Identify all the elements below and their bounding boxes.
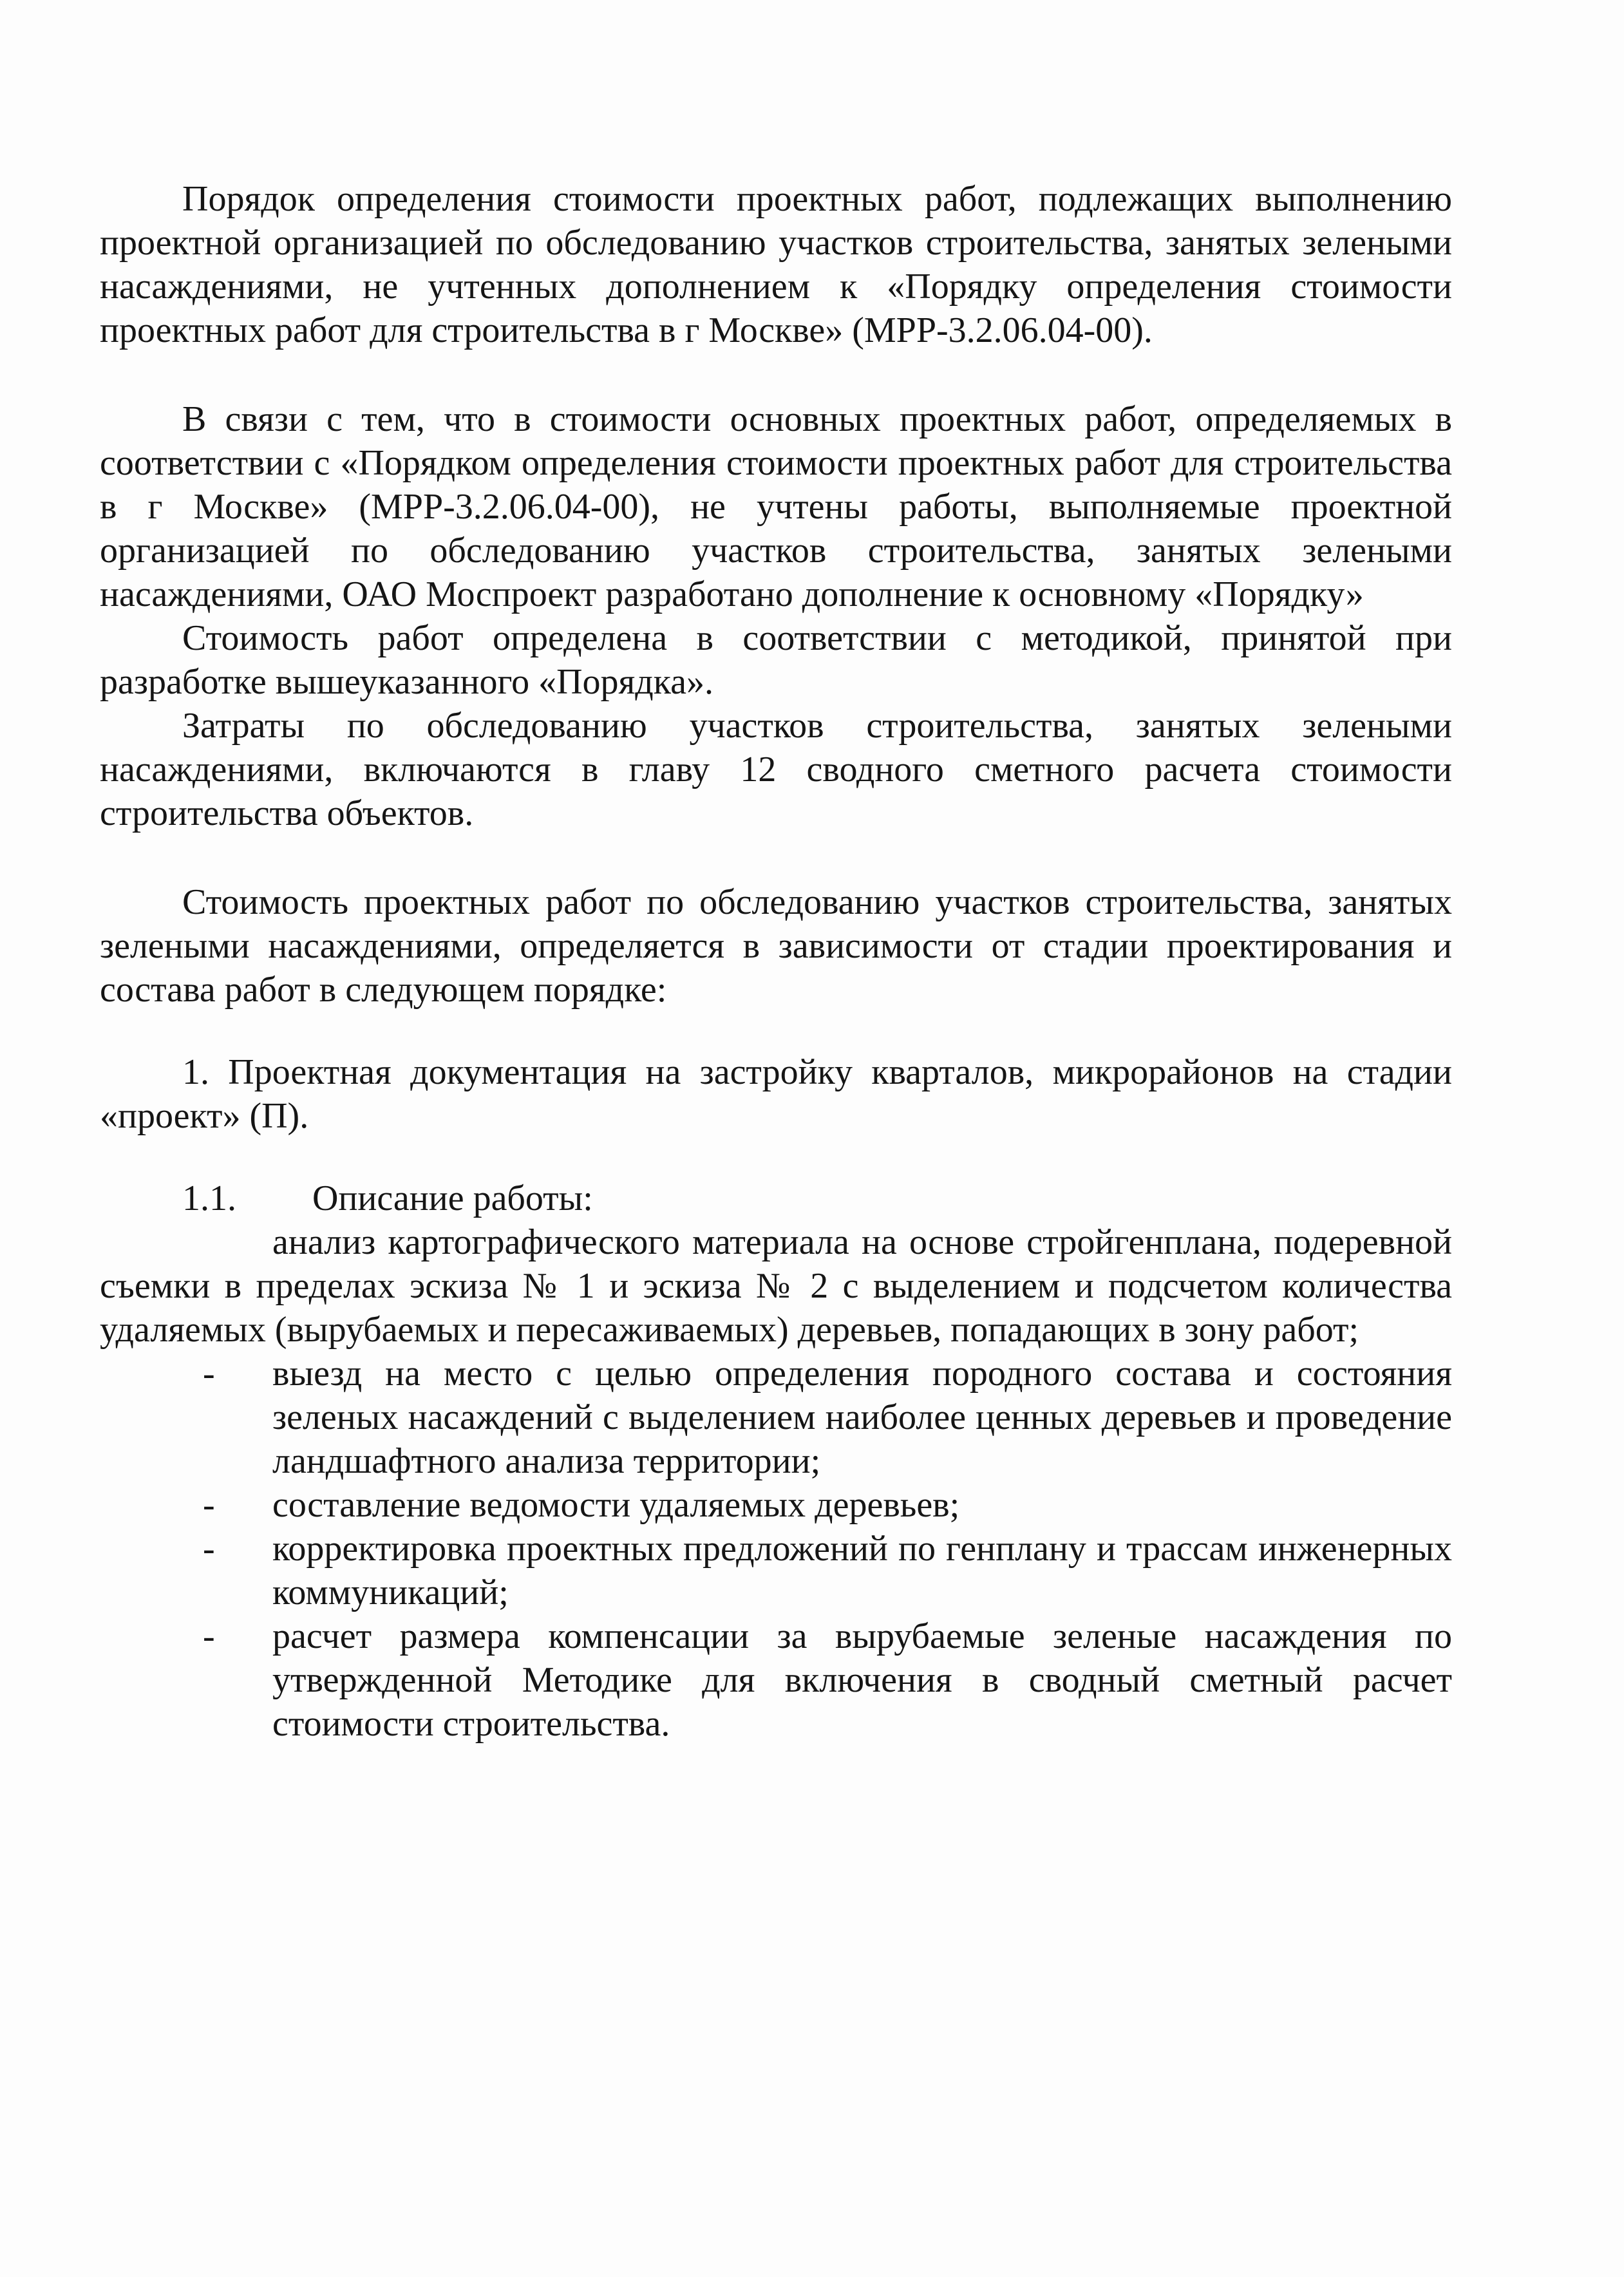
list-item-text: выезд на место с целью определения породного состава и состояния зеленых насаждений с выделением наиболее ценных деревьев и проведение ландшафтного анализа территории; <box>272 1354 1452 1481</box>
spacer <box>100 835 1452 880</box>
document-body <box>100 177 1452 1746</box>
list-item <box>100 1483 1452 1527</box>
bullet-dash: - <box>203 1485 215 1525</box>
spacer <box>100 1012 1452 1050</box>
bullet-dash: - <box>203 1354 215 1394</box>
section-1-heading: 1. Проектная документация на застройку кварталов, микрорайонов на стадии «проект» (П). <box>100 1052 1452 1136</box>
heading-paragraph: Порядок определения стоимости проектных работ, подлежащих выполнению проектной организацией по обследованию участков строительства, занятых зелеными насаждениями, не учтенных дополнением к «Порядку определения стоимости проектных работ для строительства в г Москве» (МРР-3.2.06.04-00). <box>100 179 1452 350</box>
list-item <box>100 1352 1452 1483</box>
bullet-dash: - <box>203 1616 215 1656</box>
subsection-number: 1.1. <box>182 1178 236 1218</box>
costs-paragraph: Затраты по обследованию участков строительства, занятых зелеными насаждениями, включаются в главу 12 сводного сметного расчета стоимости строительства объектов. <box>100 706 1452 833</box>
list-item <box>100 1614 1452 1746</box>
cost-definition-paragraph: Стоимость проектных работ по обследованию участков строительства, занятых зелеными насаждениями, определяется в зависимости от стадии проектирования и состава работ в следующем порядке: <box>100 882 1452 1010</box>
work-items-list <box>100 1352 1452 1746</box>
list-item-text: корректировка проектных предложений по генплану и трассам инженерных коммуникаций; <box>272 1529 1452 1612</box>
list-item-text: составление ведомости удаляемых деревьев; <box>272 1485 960 1525</box>
spacer <box>100 1138 1452 1176</box>
work-first-item: анализ картографического материала на основе стройгенплана, подеревной съемки в пределах эскиза № 1 и эскиза № 2 с выделением и подсчетом количества удаляемых (вырубаемых и пересаживаемых) деревьев, попадающих в зону работ; <box>100 1222 1452 1350</box>
subsection-heading <box>100 1176 1452 1220</box>
subsection-title: Описание работы: <box>312 1178 593 1218</box>
bullet-dash: - <box>203 1529 215 1569</box>
spacer <box>100 352 1452 397</box>
intro-paragraph: В связи с тем, что в стоимости основных проектных работ, определяемых в соответствии с «Порядком определения стоимости проектных работ для строительства в г Москве» (МРР-3.2.06.04-00), не учтены работы, выполняемые проектной организацией по обследованию участков строительства, занятых зелеными насаждениями, ОАО Моспроект разработано дополнение к основному «Порядку» <box>100 399 1452 614</box>
methodology-paragraph: Стоимость работ определена в соответствии с методикой, принятой при разработке вышеуказанного «Порядка». <box>100 618 1452 702</box>
list-item <box>100 1527 1452 1614</box>
list-item-text: расчет размера компенсации за вырубаемые зеленые насаждения по утвержденной Методике для включения в сводный сметный расчет стоимости строительства. <box>272 1616 1452 1744</box>
